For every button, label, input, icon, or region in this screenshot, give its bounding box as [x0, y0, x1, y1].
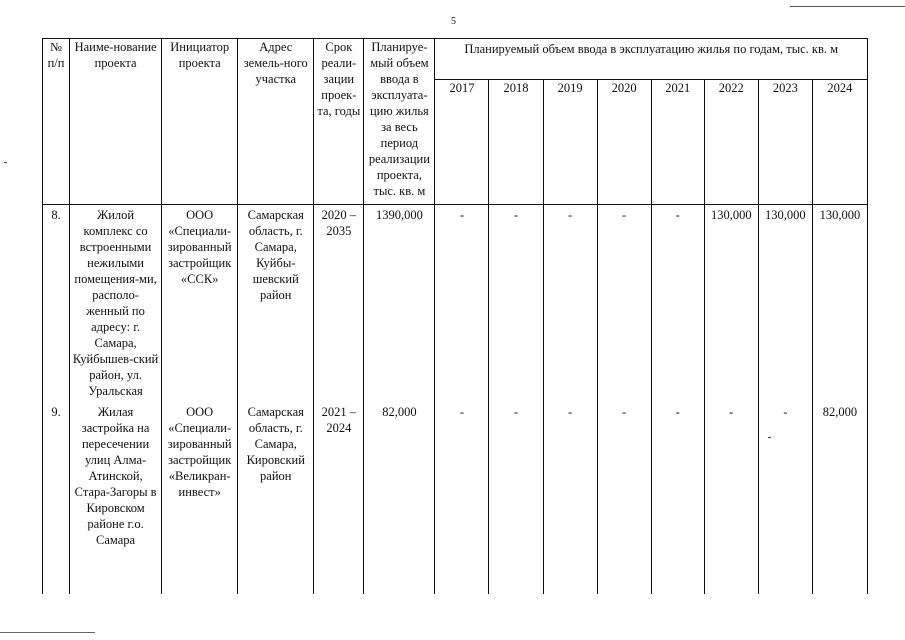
row-num: 9.	[43, 402, 70, 594]
scan-artifact-line	[0, 632, 95, 633]
row-year-value: 130,000	[704, 205, 758, 403]
row-initiator: ООО «Специали-зированный застройщик «Великран-инвест»	[162, 402, 238, 594]
header-year: 2022	[704, 80, 758, 205]
row-year-value: -	[543, 205, 597, 403]
row-year-value: -	[704, 402, 758, 594]
table-row	[43, 402, 868, 594]
header-name: Наиме-нование проекта	[70, 39, 162, 205]
row-year-value: -	[489, 402, 543, 594]
row-year-value: -	[435, 402, 489, 594]
row-year-value: -	[489, 205, 543, 403]
row-year-value: -	[543, 402, 597, 594]
row-num: 8.	[43, 205, 70, 403]
row-year-value: -	[651, 402, 704, 594]
row-year-value: 130,000	[812, 205, 867, 403]
header-year: 2018	[489, 80, 543, 205]
header-address: Адрес земель-ного участка	[238, 39, 314, 205]
row-total: 1390,000	[364, 205, 435, 403]
row-year-value: 130,000	[758, 205, 812, 403]
row-term: 2021 – 2024	[314, 402, 364, 594]
row-year-value: 82,000	[812, 402, 867, 594]
row-address: Самарская область, г. Самара, Куйбы-шевский район	[238, 205, 314, 403]
header-year: 2017	[435, 80, 489, 205]
row-term: 2020 – 2035	[314, 205, 364, 403]
row-year-value: -	[758, 402, 812, 594]
header-year: 2020	[597, 80, 651, 205]
header-initiator: Инициатор проекта	[162, 39, 238, 205]
header-planned-total: Планируе-мый объем ввода в эксплуата-цию жилья за весь период реализации проекта, тыс. кв. м	[364, 39, 435, 205]
scan-artifact-line	[790, 6, 905, 7]
row-year-value: -	[597, 205, 651, 403]
header-year: 2019	[543, 80, 597, 205]
header-year: 2024	[812, 80, 867, 205]
header-num: № п/п	[43, 39, 70, 205]
row-year-value: -	[597, 402, 651, 594]
page-number: 5	[451, 16, 456, 27]
header-year: 2023	[758, 80, 812, 205]
row-project-name: Жилая застройка на пересечении улиц Алма-Атинской, Стара-Загоры в Кировском районе г.о. Самара	[70, 402, 162, 594]
row-total: 82,000	[364, 402, 435, 594]
row-project-name: Жилой комплекс со встроенными нежилыми помещения-ми, располо-женный по адресу: г. Самара, Куйбышев-ский район, ул. Уральская	[70, 205, 162, 403]
header-term: Срок реали-зации проек-та, годы	[314, 39, 364, 205]
table-row	[43, 205, 868, 403]
scan-artifact-dot	[4, 162, 7, 163]
row-year-value: -	[435, 205, 489, 403]
row-address: Самарская область, г. Самара, Кировский район	[238, 402, 314, 594]
row-initiator: ООО «Специали-зированный застройщик «ССК»	[162, 205, 238, 403]
row-year-value: -	[651, 205, 704, 403]
header-year: 2021	[651, 80, 704, 205]
header-by-year-group: Планируемый объем ввода в эксплуатацию жилья по годам, тыс. кв. м	[435, 39, 868, 80]
housing-projects-table	[42, 38, 868, 594]
